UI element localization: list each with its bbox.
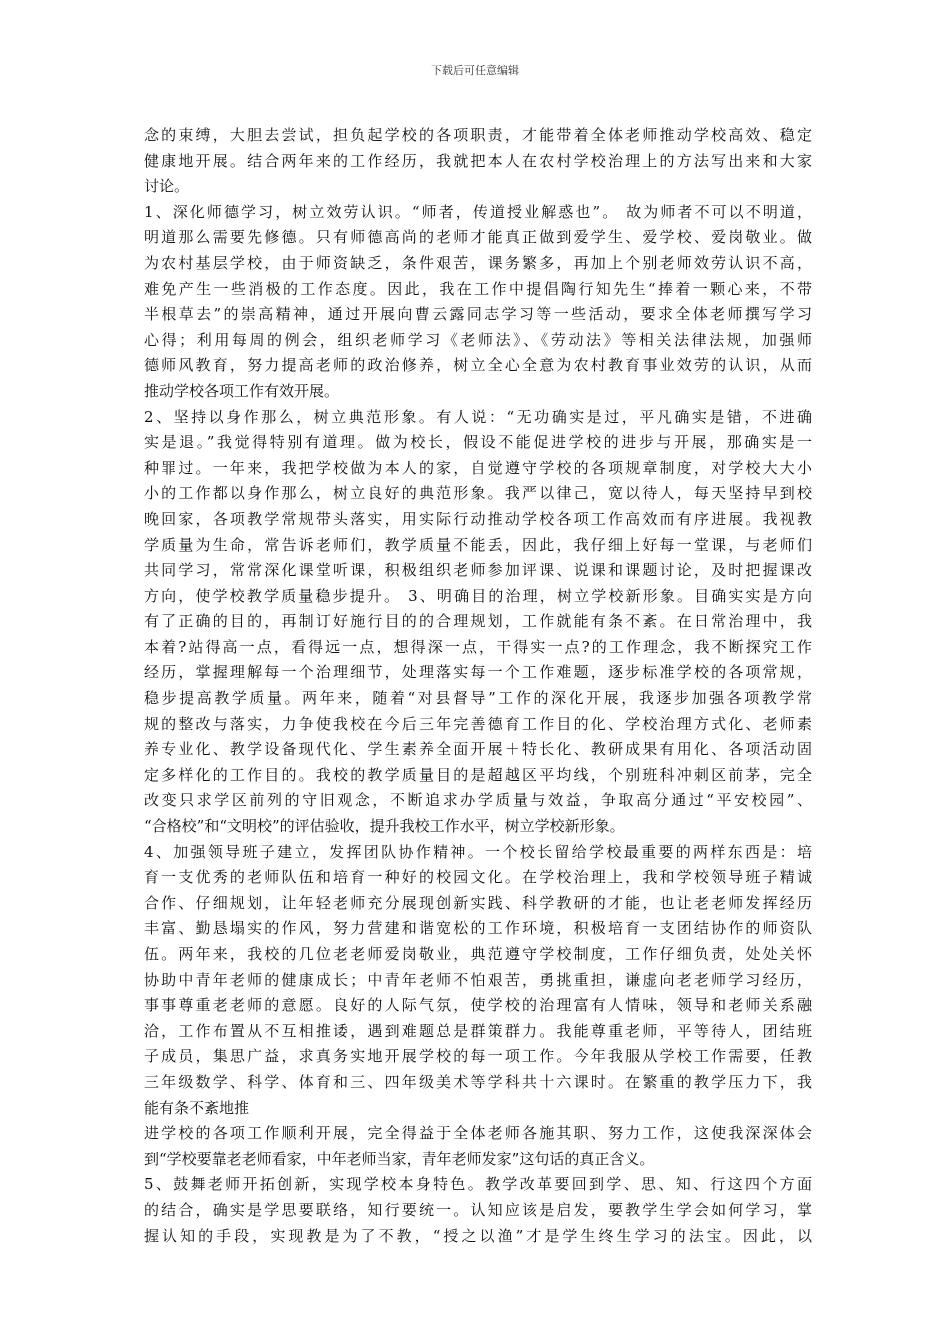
text-line: 洽，工作布置从不互相推诿，遇到难题总是群策群力。我能尊重老师，平等待人，团结班 [144,1021,812,1040]
text-line: 心得；利用每周的例会，组织老师学习《老师法》、《劳动法》等相关法律法规，加强师 [144,330,812,349]
text-line: 2、坚持以身作那么，树立典范形象。有人说：“无功确实是过，平凡确实是错，不进确 [144,407,812,426]
text-line: 念的束缚，大胆去尝试，担负起学校的各项职责，才能带着全体老师推动学校高效、稳定 [144,126,812,144]
text-line: 进学校的各项工作顺利开展，完全得益于全体老师各施其职、努力工作，这使我深深体会 [144,1124,812,1143]
text-line: 养专业化、教学设备现代化、学生素养全面开展＋特长化、教研成果有用化、各项活动固 [144,740,812,759]
text-line: 经历，掌握理解每一个治理细节，处理落实每一个工作难题，逐步标准学校的各项常规， [144,663,812,682]
text-line: 种罪过。一年来，我把学校做为本人的家，自觉遵守学校的各项规章制度，对学校大大小 [144,458,812,477]
text-line: 半根草去”的崇高精神，通过开展向曹云露同志学习等一些活动，要求全体老师撰写学习 [144,305,812,324]
text-line: 4、加强领导班子建立，发挥团队协作精神。一个校长留给学校最重要的两样东西是：培 [144,842,812,861]
text-line: 实是退。”我觉得特别有道理。做为校长，假设不能促进学校的进步与开展，那确实是一 [144,433,812,452]
text-line: 稳步提高教学质量。两年来，随着“对县督导”工作的深化开展，我逐步加强各项教学常 [144,689,812,708]
text-line: 合作、仔细规划，让年轻老师充分展现创新实践、科学教研的才能，也让老老师发挥经历 [144,893,812,912]
text-line: 丰富、勤恳塌实的作风，努力营建和谐宽松的工作环境，积极培育一支团结协作的师资队 [144,919,812,938]
text-line: 德师风教育，努力提高老师的政治修养，树立全心全意为农村教育事业效劳的认识，从而 [144,356,812,375]
text-line: 子成员，集思广益，求真务实地开展学校的每一项工作。今年我服从学校工作需要，任教 [144,1047,812,1066]
text-line: 共同学习，常常深化课堂听课，积极组织老师参加评课、说课和课题讨论，及时把握课改 [144,561,812,580]
page-header: 下载后可任意编辑 [431,64,519,77]
text-line: 事事尊重老老师的意愿。良好的人际气氛，使学校的治理富有人情味，领导和老师关系融 [144,996,812,1015]
text-line: 1、深化师德学习，树立效劳认识。“师者，传道授业解惑也”。 故为师者不可以不明道， [144,202,812,221]
text-line: 定多样化的工作目的。我校的教学质量目的是超越区平均线，个别班科冲刺区前茅，完全 [144,765,812,784]
text-line: 难免产生一些消极的工作态度。因此，我在工作中提倡陶行知先生“捧着一颗心来，不带 [144,279,812,298]
text-line: 推动学校各项工作有效开展。 [144,381,340,400]
text-line: 育一支优秀的老师队伍和培育一种好的校园文化。在学校治理上，我和学校领导班子精诚 [144,868,812,887]
text-line: 协助中青年老师的健康成长；中青年老师不怕艰苦，勇挑重担，谦虚向老老师学习经历， [144,970,812,989]
text-line: 为农村基层学校，由于师资缺乏，条件艰苦，课务繁多，再加上个别老师效劳认识不高， [144,253,812,272]
text-line: 到“学校要靠老老师看家，中年老师当家，青年老师发家”这句话的真正含义。 [144,1149,655,1168]
text-line: 晚回家，各项教学常规带头落实，用实际行动推动学校各项工作高效而有序进展。我视教 [144,509,812,528]
text-line: 能有条不紊地推 [144,1098,250,1117]
text-line: 讨论。 [144,177,190,196]
text-line: 握认知的手段，实现教是为了不教，“授之以渔”才是学生终生学习的法宝。因此，以 [144,1226,812,1245]
text-line: “合格校”和“文明校”的评估验收，提升我校工作水平，树立学校新形象。 [144,817,625,836]
text-line: 本着?站得高一点，看得远一点，想得深一点，干得实一点?的工作理念，我不断探究工作 [144,637,812,656]
text-line: 改变只求学区前列的守旧观念，不断追求办学质量与效益，争取高分通过“平安校园”、 [144,791,812,810]
text-line: 三年级数学、科学、体育和三、四年级美术等学科共十六课时。在繁重的教学压力下，我 [144,1072,812,1091]
text-line: 明道那么需要先修德。只有师德高尚的老师才能真正做到爱学生、爱学校、爱岗敬业。做 [144,228,812,247]
text-line: 健康地开展。结合两年来的工作经历，我就把本人在农村学校治理上的方法写出来和大家 [144,151,812,170]
text-line: 伍。两年来，我校的几位老老师爱岗敬业，典范遵守学校制度，工作仔细负责，处处关怀 [144,945,812,963]
text-line: 方向，使学校教学质量稳步提升。 3、明确目的治理，树立学校新形象。目确实实是方向 [144,586,812,605]
text-line: 有了正确的目的，再制订好施行目的的合理规划，工作就能有条不紊。在日常治理中，我 [144,612,812,631]
text-line: 规的整改与落实，力争使我校在今后三年完善德育工作目的化、学校治理方式化、老师素 [144,714,812,733]
document-body [144,123,812,1249]
text-line: 小的工作都以身作那么，树立良好的典范形象。我严以律己，宽以待人，每天坚持早到校 [144,484,812,503]
text-line: 学质量为生命，常告诉老师们，教学质量不能丢，因此，我仔细上好每一堂课，与老师们 [144,535,812,554]
text-line: 5、鼓舞老师开拓创新，实现学校本身特色。教学改革要回到学、思、知、行这四个方面 [144,1175,812,1194]
text-line: 的结合，确实是学思要联络，知行要统一。认知应该是启发，要教学生学会如何学习，掌 [144,1200,812,1219]
